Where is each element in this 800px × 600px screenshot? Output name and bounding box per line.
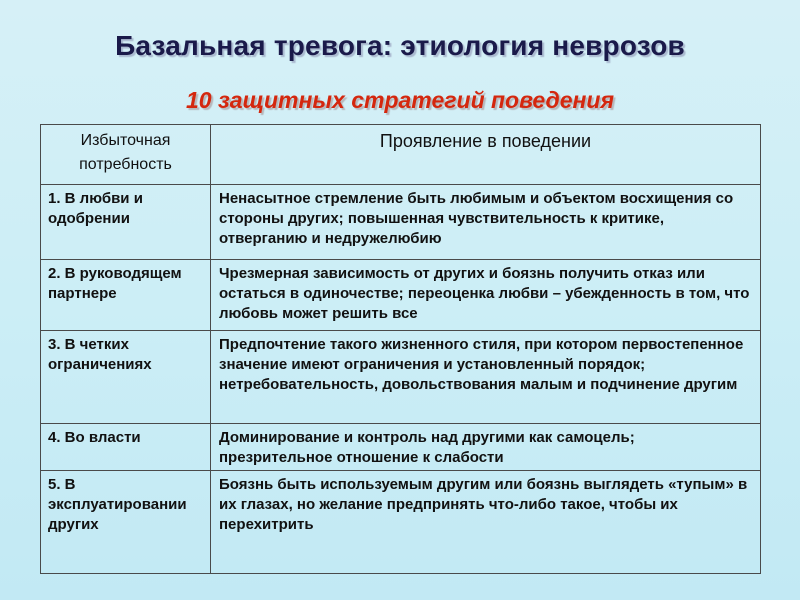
table-row <box>41 471 761 574</box>
cell-need: 2. В руководящем партнере <box>41 260 211 331</box>
table-row <box>41 424 761 471</box>
table-row <box>41 331 761 424</box>
cell-need: 5. В эксплуатировании других <box>41 471 211 574</box>
table-row <box>41 185 761 260</box>
strategies-table <box>40 124 761 574</box>
slide-subtitle: 10 защитных стратегий поведения <box>186 87 614 113</box>
header-need: Избыточная потребность <box>41 125 211 185</box>
cell-behavior: Доминирование и контроль над другими как самоцель; презрительное отношение к слабости <box>211 424 761 471</box>
cell-behavior: Чрезмерная зависимость от других и боязнь получить отказ или остаться в одиночестве; переоценка любви – убежденность в том, что любовь может решить все <box>211 260 761 331</box>
table-row <box>41 260 761 331</box>
cell-behavior: Боязнь быть используемым другим или боязнь выглядеть «тупым» в их глазах, но желание предпринять что-либо такое, чтобы их перехитрить <box>211 471 761 574</box>
cell-need: 1. В любви и одобрении <box>41 185 211 260</box>
header-behavior: Проявление в поведении <box>211 125 761 185</box>
table-header-row <box>41 125 761 185</box>
cell-need: 4. Во власти <box>41 424 211 471</box>
cell-behavior: Предпочтение такого жизненного стиля, при котором первостепенное значение имеют ограничения и установленный порядок; нетребовательность, довольствования малым и подчинение другим <box>211 331 761 424</box>
cell-need: 3. В четких ограничениях <box>41 331 211 424</box>
cell-behavior: Ненасытное стремление быть любимым и объектом восхищения со стороны других; повышенная чувствительность к критике, отверганию и недружелюбию <box>211 185 761 260</box>
slide-title: Базальная тревога: этиология неврозов <box>115 30 685 61</box>
